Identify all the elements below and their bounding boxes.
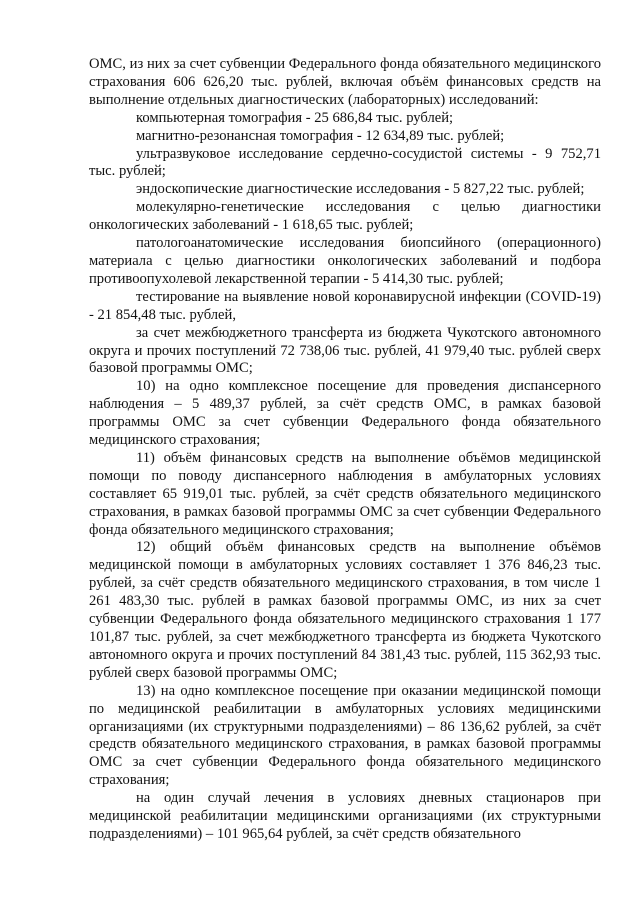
paragraph: ОМС, из них за счет субвенции Федерального фонда обязательного медицинского страхования 606 626,20 тыс. рублей, включая объём финансовых средств на выполнение отдельных диагностических (лабораторных) исследований: — [89, 56, 601, 108]
list-item-molecular-genetic: молекулярно-генетические исследования с целью диагностики онкологических заболеваний - 1 618,65 тыс. рублей; — [89, 199, 601, 234]
document-page — [89, 56, 601, 844]
paragraph-item-12: 12) общий объём финансовых средств на выполнение объёмов медицинской помощи в амбулаторных условиях составляет 1 376 846,23 тыс. рублей, за счёт средств обязательного медицинского страхования, в том числе 1 261 483,30 тыс. рублей в рамках базовой программы ОМС, из них за счет субвенции Федерального фонда обязательного медицинского страхования 1 177 101,87 тыс. рублей, за счет межбюджетного трансферта из бюджета Чукотского автономного округа и прочих поступлений 84 381,43 тыс. рублей, 115 362,93 тыс. рублей сверх базовой программы ОМС; — [89, 539, 601, 681]
list-item-endoscopy: эндоскопические диагностические исследования - 5 827,22 тыс. рублей; — [136, 181, 585, 198]
list-item-mri: магнитно-резонансная томография - 12 634,89 тыс. рублей; — [136, 127, 505, 144]
paragraph: на один случай лечения в условиях дневных стационаров при медицинской реабилитации медицинскими организациями (их структурными подразделениями) – 101 965,64 рублей, за счёт средств обязательного — [89, 790, 601, 842]
list-item-pathology: патологоанатомические исследования биопсийного (операционного) материала с целью диагностики онкологических заболеваний и подбора противоопухолевой лекарственной терапии - 5 414,30 тыс. рублей; — [89, 235, 601, 287]
list-item-ultrasound: ультразвуковое исследование сердечно-сосудистой системы - 9 752,71 тыс. рублей; — [89, 145, 601, 180]
list-item-covid-testing: тестирование на выявление новой коронавирусной инфекции (COVID-19) - 21 854,48 тыс. рублей, — [89, 288, 601, 323]
paragraph: за счет межбюджетного трансферта из бюджета Чукотского автономного округа и прочих поступлений 72 738,06 тыс. рублей, 41 979,40 тыс. рублей сверх базовой программы ОМС; — [89, 324, 601, 377]
paragraph-item-11: 11) объём финансовых средств на выполнение объёмов медицинской помощи по поводу диспансерного наблюдения в амбулаторных условиях составляет 65 919,01 тыс. рублей, за счёт средств обязательного медицинского страхования, в рамках базовой программы ОМС за счет субвенции Федерального фонда обязательного медицинского страхования; — [89, 449, 601, 538]
paragraph-item-13: 13) на одно комплексное посещение при оказании медицинской помощи по медицинской реабилитации в амбулаторных условиях медицинскими организациями (их структурными подразделениями) – 86 136,62 рублей, за счёт средств обязательного медицинского страхования, в рамках базовой программы ОМС за счет субвенции Федерального фонда обязательного медицинского страхования; — [89, 682, 601, 789]
paragraph-item-10: 10) на одно комплексное посещение для проведения диспансерного наблюдения – 5 489,37 рублей, за счёт средств ОМС, в рамках базовой программы ОМС за счет субвенции Федерального фонда обязательного медицинского страхования; — [89, 378, 601, 449]
list-item-ct: компьютерная томография - 25 686,84 тыс. рублей; — [136, 109, 454, 126]
